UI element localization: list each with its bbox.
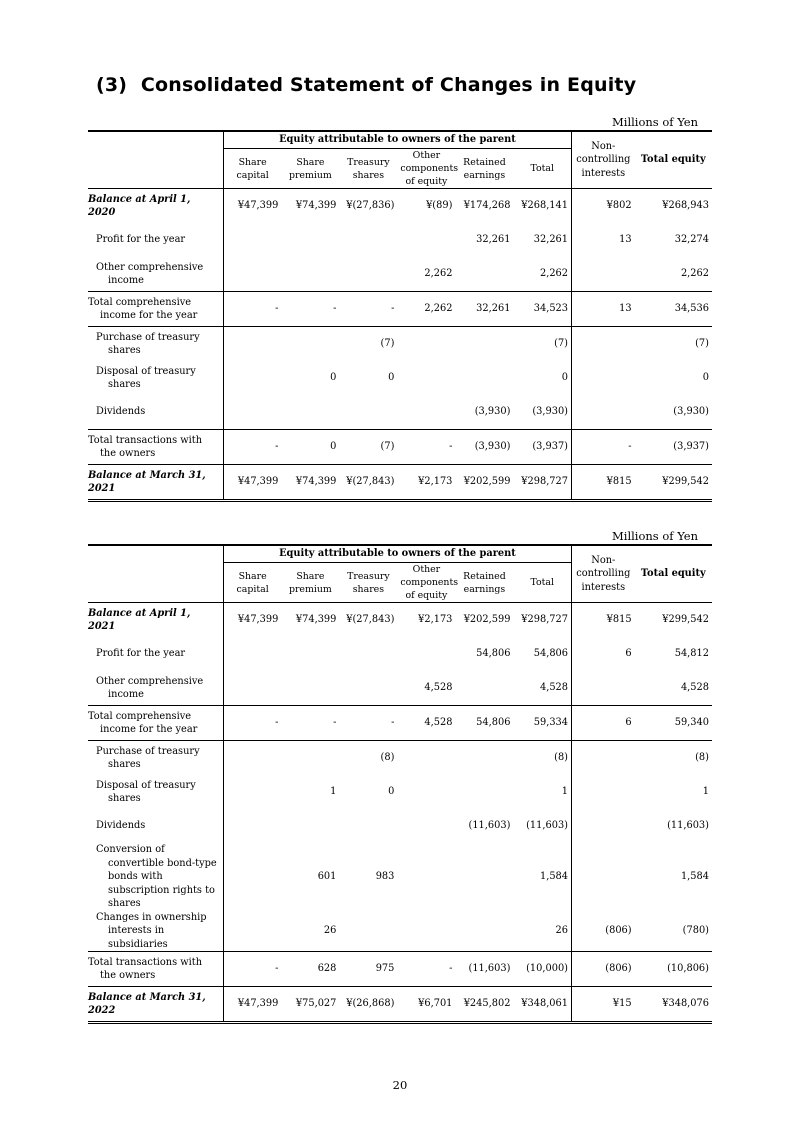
cell-value: (11,603) <box>526 820 569 832</box>
cell-value: ¥(27,843) <box>339 603 397 638</box>
cell-value: 34,536 <box>635 292 712 327</box>
cell-value: ¥(26,868) <box>339 987 397 1023</box>
cell-value: (3,937) <box>635 430 712 465</box>
cell-value: 0 <box>561 372 569 384</box>
cell-value <box>223 327 281 362</box>
table-row <box>88 843 712 911</box>
cell-value: ¥174,268 <box>455 189 513 224</box>
cell-value: 0 <box>388 372 395 384</box>
row-label: Total transactions with the owners <box>88 952 223 987</box>
col-header-retained-earnings: Retained earnings <box>463 570 506 595</box>
page-number: 20 <box>392 1078 408 1092</box>
cell-value: ¥815 <box>572 465 635 501</box>
cell-value <box>223 361 281 395</box>
cell-value: ¥299,542 <box>635 603 712 638</box>
cell-value <box>572 395 635 430</box>
row-label: Total comprehensive income for the year <box>88 292 223 327</box>
cell-value <box>281 671 339 706</box>
cell-value <box>397 637 455 671</box>
row-label: Disposal of treasury shares <box>88 361 223 395</box>
table-row <box>88 327 712 362</box>
table-row <box>88 952 712 987</box>
cell-value: 2,262 <box>397 292 455 327</box>
row-label: Profit for the year <box>88 637 223 671</box>
col-header-total: Total <box>530 163 554 174</box>
cell-value: 59,340 <box>635 706 712 741</box>
group-header: Equity attributable to owners of the parent <box>223 131 571 149</box>
cell-value: (806) <box>572 952 635 987</box>
row-label: Purchase of treasury shares <box>88 327 223 362</box>
cell-value: 983 <box>375 871 395 882</box>
cell-value: 13 <box>572 292 635 327</box>
cell-value: - <box>397 952 455 987</box>
cell-value <box>281 327 339 362</box>
cell-value: ¥298,727 <box>513 603 571 638</box>
cell-value <box>223 775 281 809</box>
cell-value: 54,806 <box>476 648 511 660</box>
cell-value: - <box>223 706 281 741</box>
cell-value: ¥47,399 <box>223 603 281 638</box>
cell-value: (7) <box>695 338 709 350</box>
cell-value <box>339 671 397 706</box>
cell-value: 6 <box>572 637 635 671</box>
row-label: Profit for the year <box>88 223 223 257</box>
table-row <box>88 223 712 257</box>
cell-value: - <box>223 952 281 987</box>
row-label: Changes in ownership interests in subsidiaries <box>88 911 223 952</box>
col-header-non-controlling: Non-controlling interests <box>572 545 635 603</box>
col-header-retained-earnings: Retained earnings <box>463 156 506 181</box>
cell-value: (8) <box>695 752 709 764</box>
row-label: Other comprehensive income <box>88 257 223 292</box>
cell-value: (8) <box>380 752 395 764</box>
cell-value: ¥802 <box>572 189 635 224</box>
cell-value: - <box>281 706 339 741</box>
table-row <box>88 292 712 327</box>
cell-value <box>455 671 513 706</box>
cell-value: 628 <box>281 952 339 987</box>
cell-value <box>223 809 281 843</box>
cell-value: ¥2,173 <box>397 603 455 638</box>
col-header-share-premium: Share premium <box>288 156 332 181</box>
cell-value: ¥(27,843) <box>339 465 397 501</box>
cell-value: (11,603) <box>468 820 511 832</box>
cell-value <box>281 809 339 843</box>
cell-value: (3,930) <box>455 430 513 465</box>
cell-value <box>339 223 397 257</box>
cell-value <box>572 327 635 362</box>
cell-value: (3,930) <box>673 406 709 418</box>
cell-value <box>223 843 281 911</box>
cell-value: (3,930) <box>474 406 511 418</box>
col-header-share-capital: Share capital <box>236 570 269 595</box>
cell-value: ¥(27,836) <box>339 189 397 224</box>
cell-value <box>281 223 339 257</box>
row-label: Balance at March 31, 2022 <box>88 987 223 1023</box>
cell-value <box>397 843 455 911</box>
cell-value: 4,528 <box>680 682 709 694</box>
row-label: Balance at April 1, 2020 <box>88 189 223 224</box>
cell-value: ¥348,076 <box>635 987 712 1023</box>
col-header-total: Total <box>530 577 554 588</box>
row-label: Dividends <box>88 395 223 430</box>
cell-value: 26 <box>555 925 569 936</box>
row-label: Total comprehensive income for the year <box>88 706 223 741</box>
cell-value: 54,812 <box>674 648 709 660</box>
cell-value: 4,528 <box>397 706 455 741</box>
cell-value <box>339 809 397 843</box>
cell-value: ¥202,599 <box>455 465 513 501</box>
col-header-total-equity: Total equity <box>635 545 712 603</box>
cell-value <box>572 775 635 809</box>
equity-table-fy2022 <box>88 544 712 1024</box>
cell-value: (11,603) <box>455 952 513 987</box>
cell-value: ¥348,061 <box>513 987 571 1023</box>
cell-value: 0 <box>281 430 339 465</box>
cell-value: ¥268,141 <box>513 189 571 224</box>
table-row <box>88 987 712 1023</box>
cell-value <box>339 637 397 671</box>
cell-value <box>572 843 635 911</box>
row-label: Purchase of treasury shares <box>88 741 223 776</box>
cell-value: - <box>223 430 281 465</box>
cell-value <box>455 741 513 776</box>
header-row <box>88 545 712 563</box>
cell-value <box>281 741 339 776</box>
header-blank <box>88 545 223 603</box>
table-row <box>88 257 712 292</box>
cell-value <box>281 637 339 671</box>
cell-value <box>223 671 281 706</box>
table-row <box>88 189 712 224</box>
row-label: Total transactions with the owners <box>88 430 223 465</box>
cell-value <box>397 741 455 776</box>
cell-value <box>339 257 397 292</box>
cell-value <box>223 257 281 292</box>
cell-value: - <box>339 292 397 327</box>
cell-value: (11,603) <box>667 820 709 832</box>
cell-value: (10,000) <box>513 952 571 987</box>
cell-value <box>397 327 455 362</box>
table-row <box>88 741 712 776</box>
cell-value: 2,262 <box>424 268 453 280</box>
col-header-treasury-shares: Treasury shares <box>347 156 390 181</box>
cell-value <box>397 775 455 809</box>
cell-value: (780) <box>682 925 709 936</box>
cell-value <box>223 741 281 776</box>
cell-value: - <box>281 292 339 327</box>
cell-value: ¥2,173 <box>397 465 455 501</box>
cell-value: - <box>572 430 635 465</box>
page-title: (3) Consolidated Statement of Changes in Equity <box>96 74 637 96</box>
cell-value: 1,584 <box>680 871 709 882</box>
col-header-total-equity: Total equity <box>635 131 712 189</box>
table-row <box>88 395 712 430</box>
cell-value: ¥299,542 <box>635 465 712 501</box>
cell-value: ¥47,399 <box>223 987 281 1023</box>
cell-value: 32,261 <box>455 292 513 327</box>
cell-value <box>281 395 339 430</box>
header-row <box>88 131 712 149</box>
cell-value: 32,261 <box>476 234 511 246</box>
cell-value <box>455 327 513 362</box>
row-label: Conversion of convertible bond-type bonds with subscription rights to shares <box>88 843 223 911</box>
cell-value: ¥6,701 <box>397 987 455 1023</box>
cell-value <box>223 223 281 257</box>
cell-value: 6 <box>572 706 635 741</box>
cell-value <box>397 223 455 257</box>
col-header-share-premium: Share premium <box>288 570 332 595</box>
row-label: Disposal of treasury shares <box>88 775 223 809</box>
cell-value: (806) <box>572 911 635 952</box>
unit-label: Millions of Yen <box>611 115 698 129</box>
row-label: Other comprehensive income <box>88 671 223 706</box>
table-row <box>88 465 712 501</box>
cell-value <box>223 911 281 952</box>
cell-value <box>455 911 513 952</box>
cell-value: 0 <box>702 372 709 384</box>
table-row <box>88 430 712 465</box>
cell-value: ¥74,399 <box>281 189 339 224</box>
table-row <box>88 775 712 809</box>
equity-table-fy2021 <box>88 130 712 502</box>
cell-value: 0 <box>388 786 395 798</box>
cell-value: - <box>223 292 281 327</box>
cell-value: 4,528 <box>539 682 569 694</box>
cell-value: 54,806 <box>533 648 569 660</box>
table-row <box>88 706 712 741</box>
cell-value <box>339 911 397 952</box>
cell-value: ¥202,599 <box>455 603 513 638</box>
cell-value: 2,262 <box>539 268 569 280</box>
cell-value <box>455 257 513 292</box>
cell-value: 0 <box>330 372 337 384</box>
cell-value <box>223 395 281 430</box>
cell-value: ¥245,802 <box>455 987 513 1023</box>
cell-value <box>455 843 513 911</box>
col-header-treasury-shares: Treasury shares <box>347 570 390 595</box>
table-row <box>88 671 712 706</box>
cell-value <box>572 257 635 292</box>
cell-value: 4,528 <box>424 682 453 694</box>
table-row <box>88 637 712 671</box>
cell-value: 1 <box>330 786 337 798</box>
cell-value: ¥815 <box>572 603 635 638</box>
cell-value: 975 <box>339 952 397 987</box>
cell-value: (3,937) <box>513 430 571 465</box>
cell-value: 59,334 <box>513 706 571 741</box>
cell-value <box>572 741 635 776</box>
col-header-share-capital: Share capital <box>236 156 269 181</box>
cell-value: (10,806) <box>635 952 712 987</box>
cell-value: 26 <box>323 925 337 936</box>
cell-value: (3,930) <box>532 406 569 418</box>
table-row <box>88 911 712 952</box>
cell-value: (7) <box>339 430 397 465</box>
group-header: Equity attributable to owners of the parent <box>223 545 571 563</box>
cell-value: 54,806 <box>455 706 513 741</box>
cell-value <box>572 361 635 395</box>
cell-value: 32,274 <box>674 234 709 246</box>
cell-value <box>397 395 455 430</box>
cell-value <box>455 361 513 395</box>
table-row <box>88 361 712 395</box>
cell-value <box>397 361 455 395</box>
cell-value: ¥74,399 <box>281 603 339 638</box>
cell-value <box>572 809 635 843</box>
cell-value: ¥47,399 <box>223 189 281 224</box>
cell-value <box>397 911 455 952</box>
cell-value: ¥15 <box>572 987 635 1023</box>
row-label: Dividends <box>88 809 223 843</box>
cell-value: 32,261 <box>533 234 569 246</box>
cell-value: 1 <box>702 786 709 798</box>
cell-value: ¥268,943 <box>635 189 712 224</box>
cell-value: (8) <box>554 752 569 764</box>
cell-value <box>455 775 513 809</box>
table-row <box>88 603 712 638</box>
table-row <box>88 809 712 843</box>
cell-value <box>572 671 635 706</box>
row-label: Balance at April 1, 2021 <box>88 603 223 638</box>
cell-value: (7) <box>554 338 569 350</box>
cell-value: 13 <box>572 223 635 257</box>
cell-value: 1,584 <box>539 871 569 882</box>
cell-value: (7) <box>380 338 395 350</box>
cell-value: ¥74,399 <box>281 465 339 501</box>
cell-value: - <box>339 706 397 741</box>
col-header-non-controlling: Non-controlling interests <box>572 131 635 189</box>
cell-value: ¥298,727 <box>513 465 571 501</box>
cell-value <box>223 637 281 671</box>
cell-value: 1 <box>561 786 569 798</box>
cell-value: ¥47,399 <box>223 465 281 501</box>
cell-value <box>281 257 339 292</box>
cell-value: 601 <box>317 871 337 882</box>
row-label: Balance at March 31, 2021 <box>88 465 223 501</box>
col-header-other-components: Other components of equity <box>400 564 459 601</box>
cell-value: - <box>397 430 455 465</box>
cell-value: ¥75,027 <box>281 987 339 1023</box>
cell-value: 2,262 <box>680 268 709 280</box>
unit-label: Millions of Yen <box>611 529 698 543</box>
cell-value <box>397 809 455 843</box>
col-header-other-components: Other components of equity <box>400 150 459 187</box>
header-blank <box>88 131 223 189</box>
cell-value <box>339 395 397 430</box>
cell-value: ¥(89) <box>397 189 455 224</box>
cell-value: 34,523 <box>513 292 571 327</box>
